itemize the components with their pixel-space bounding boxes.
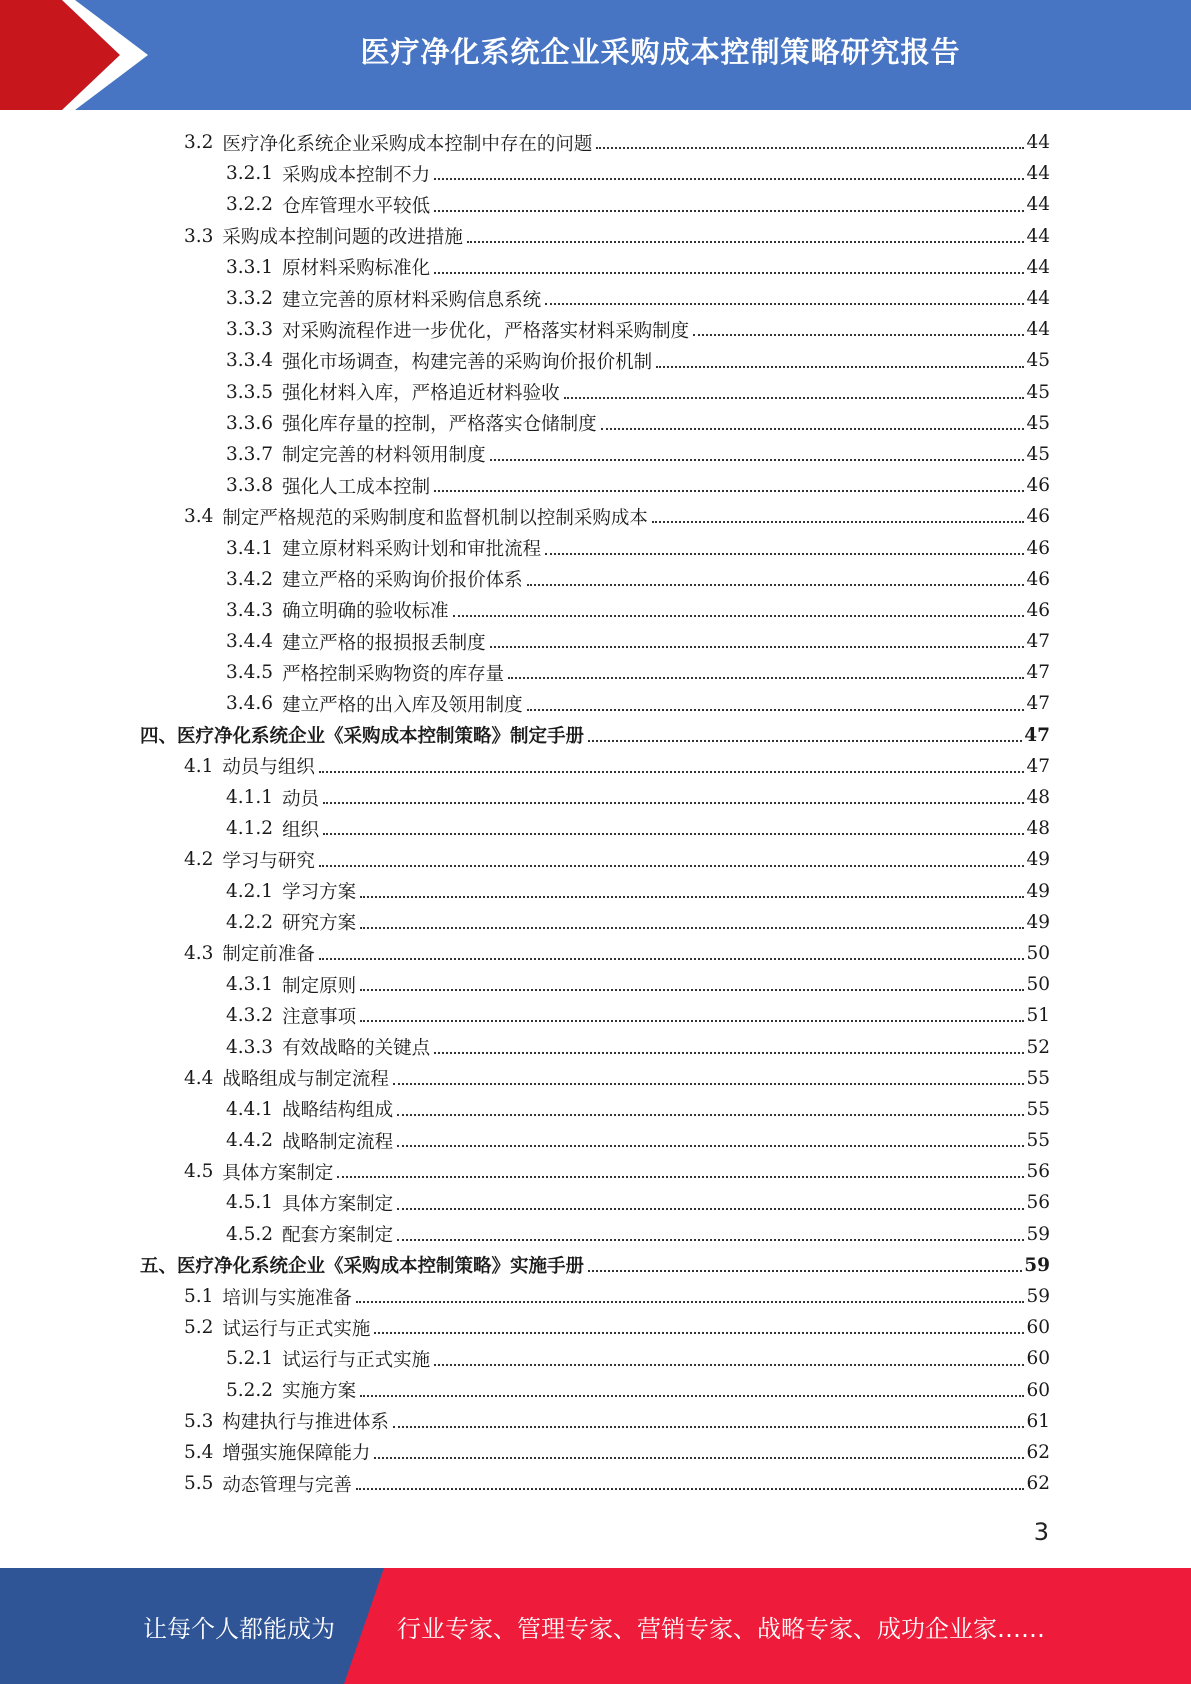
toc-dot-leader: [434, 177, 1024, 180]
toc-entry[interactable]: [140, 969, 1050, 1000]
toc-entry-title: 严格控制采购物资的库存量: [282, 663, 505, 685]
toc-dot-leader: [652, 520, 1025, 523]
toc-dot-leader: [360, 1394, 1024, 1397]
toc-entry[interactable]: [140, 1343, 1050, 1374]
toc-entry-number: 5.3: [184, 1410, 214, 1432]
toc-entry-number: 4.4.1: [226, 1098, 274, 1120]
toc-entry-number: 3.4.4: [226, 631, 274, 653]
toc-dot-leader: [397, 1207, 1024, 1210]
toc-entry-number: 4.5.1: [226, 1192, 274, 1214]
toc-entry[interactable]: [140, 1156, 1050, 1187]
toc-dot-leader: [319, 864, 1025, 867]
toc-entry-title: 对采购流程作进一步优化，严格落实材料采购制度: [282, 320, 690, 342]
toc-entry-page: 48: [1026, 818, 1050, 840]
toc-entry-title: 战略制定流程: [282, 1131, 394, 1153]
toc-entry-number: 3.4.3: [226, 599, 274, 621]
toc-entry[interactable]: [140, 377, 1050, 408]
toc-dot-leader: [360, 895, 1024, 898]
toc-entry-page: 44: [1026, 288, 1050, 310]
toc-entry-number: 3.4: [184, 506, 214, 528]
toc-entry-page: 55: [1026, 1130, 1050, 1152]
toc-entry-number: 4.5.2: [226, 1223, 274, 1245]
toc-entry[interactable]: [140, 657, 1050, 688]
toc-entry-number: 3.3.2: [226, 288, 274, 310]
toc-entry[interactable]: [140, 751, 1050, 782]
toc-entry[interactable]: [140, 1031, 1050, 1062]
toc-entry-title: 仓库管理水平较低: [282, 195, 431, 217]
toc-entry-title: 学习方案: [282, 882, 357, 904]
toc-entry[interactable]: [140, 221, 1050, 252]
toc-entry[interactable]: [140, 938, 1050, 969]
toc-entry-number: 3.2.2: [226, 194, 274, 216]
toc-dot-leader: [397, 1238, 1024, 1241]
toc-entry-page: 47: [1024, 724, 1050, 746]
toc-entry-title: 医疗净化系统企业采购成本控制中存在的问题: [222, 133, 593, 155]
toc-dot-leader: [545, 302, 1024, 305]
toc-entry-title: 增强实施保障能力: [222, 1443, 371, 1465]
toc-entry-page: 45: [1026, 412, 1050, 434]
toc-entry[interactable]: [140, 1281, 1050, 1312]
toc-entry-page: 49: [1026, 849, 1050, 871]
toc-entry[interactable]: [140, 189, 1050, 220]
toc-dot-leader: [564, 396, 1025, 399]
toc-entry-page: 60: [1026, 1348, 1050, 1370]
toc-entry-number: 4.1.2: [226, 818, 274, 840]
toc-entry-page: 45: [1026, 443, 1050, 465]
toc-entry-title: 五、医疗净化系统企业《采购成本控制策略》实施手册: [140, 1256, 585, 1278]
toc-entry[interactable]: [140, 907, 1050, 938]
toc-entry-title: 建立完善的原材料采购信息系统: [282, 289, 542, 311]
toc-entry-title: 研究方案: [282, 913, 357, 935]
toc-entry-page: 47: [1026, 693, 1050, 715]
toc-dot-leader: [434, 489, 1024, 492]
toc-dot-leader: [656, 365, 1024, 368]
toc-entry-number: 3.4.6: [226, 693, 274, 715]
toc-entry-page: 46: [1026, 537, 1050, 559]
toc-entry-number: 3.3: [184, 225, 214, 247]
toc-entry-number: 4.4: [184, 1067, 214, 1089]
toc-entry-page: 47: [1026, 631, 1050, 653]
toc-entry[interactable]: [140, 1063, 1050, 1094]
toc-entry-title: 配套方案制定: [282, 1225, 394, 1247]
toc-dot-leader: [434, 1051, 1024, 1054]
toc-entry-page: 46: [1026, 568, 1050, 590]
toc-entry-page: 45: [1026, 381, 1050, 403]
toc-entry[interactable]: [140, 252, 1050, 283]
toc-entry[interactable]: [140, 314, 1050, 345]
toc-entry[interactable]: [140, 470, 1050, 501]
toc-entry[interactable]: [140, 283, 1050, 314]
toc-entry-title: 制定原则: [282, 975, 357, 997]
toc-entry[interactable]: [140, 1094, 1050, 1125]
toc-entry-number: 4.3.3: [226, 1036, 274, 1058]
toc-entry-number: 4.2.2: [226, 911, 274, 933]
toc-entry-page: 55: [1026, 1067, 1050, 1089]
toc-dot-leader: [397, 1113, 1024, 1116]
toc-entry-page: 50: [1026, 942, 1050, 964]
toc-dot-leader: [337, 1175, 1024, 1178]
toc-entry-title: 动员: [282, 788, 320, 810]
toc-entry[interactable]: [140, 564, 1050, 595]
toc-dot-leader: [360, 1019, 1024, 1022]
toc-entry[interactable]: [140, 1375, 1050, 1406]
toc-dot-leader: [596, 146, 1024, 149]
toc-entry-title: 强化人工成本控制: [282, 476, 431, 498]
toc-entry-page: 47: [1026, 755, 1050, 777]
toc-entry-page: 44: [1026, 256, 1050, 278]
toc-dot-leader: [434, 271, 1024, 274]
toc-entry-page: 49: [1026, 911, 1050, 933]
toc-entry-page: 46: [1026, 475, 1050, 497]
toc-entry-title: 动态管理与完善: [222, 1474, 352, 1496]
toc-dot-leader: [393, 1082, 1025, 1085]
toc-entry-number: 3.3.6: [226, 412, 274, 434]
toc-entry-number: 3.3.5: [226, 381, 274, 403]
toc-entry-number: 4.4.2: [226, 1130, 274, 1152]
toc-entry-title: 四、医疗净化系统企业《采购成本控制策略》制定手册: [140, 726, 585, 748]
header-arrow-decoration: [0, 0, 150, 110]
toc-entry-page: 45: [1026, 350, 1050, 372]
toc-entry-page: 46: [1026, 506, 1050, 528]
toc-entry[interactable]: [140, 1406, 1050, 1437]
toc-entry-title: 具体方案制定: [222, 1162, 334, 1184]
toc-entry-title: 实施方案: [282, 1381, 357, 1403]
toc-dot-leader: [601, 427, 1025, 430]
toc-dot-leader: [356, 1487, 1025, 1490]
toc-dot-leader: [434, 209, 1024, 212]
toc-entry-number: 3.3.7: [226, 443, 274, 465]
toc-entry-number: 3.2.1: [226, 163, 274, 185]
toc-entry-page: 44: [1026, 319, 1050, 341]
toc-entry-page: 48: [1026, 787, 1050, 809]
toc-dot-leader: [360, 926, 1024, 929]
toc-entry-number: 4.3: [184, 942, 214, 964]
toc-dot-leader: [323, 801, 1024, 804]
toc-entry-number: 3.3.8: [226, 475, 274, 497]
toc-entry-page: 60: [1026, 1317, 1050, 1339]
page-number: 3: [1033, 1518, 1049, 1546]
toc-entry[interactable]: [140, 1437, 1050, 1468]
toc-dot-leader: [393, 1425, 1025, 1428]
toc-entry-number: 4.3.1: [226, 974, 274, 996]
toc-entry-page: 61: [1026, 1410, 1050, 1432]
toc-entry[interactable]: [140, 876, 1050, 907]
toc-entry-title: 战略组成与制定流程: [222, 1069, 389, 1091]
toc-entry-page: 56: [1026, 1192, 1050, 1214]
toc-entry-number: 3.4.2: [226, 568, 274, 590]
toc-entry-title: 确立明确的验收标准: [282, 601, 449, 623]
toc-entry[interactable]: [140, 501, 1050, 532]
toc-entry-title: 采购成本控制不力: [282, 164, 431, 186]
toc-entry[interactable]: [140, 345, 1050, 376]
toc-entry-page: 46: [1026, 599, 1050, 621]
toc-entry-page: 44: [1026, 225, 1050, 247]
toc-entry-title: 原材料采购标准化: [282, 258, 431, 280]
toc-entry-page: 62: [1026, 1473, 1050, 1495]
toc-entry-number: 3.3.3: [226, 319, 274, 341]
toc-entry-title: 制定前准备: [222, 944, 315, 966]
toc-entry-page: 59: [1024, 1254, 1050, 1276]
toc-entry-number: 4.5: [184, 1161, 214, 1183]
toc-entry[interactable]: [140, 1312, 1050, 1343]
toc-entry-title: 制定严格规范的采购制度和监督机制以控制采购成本: [222, 507, 648, 529]
toc-dot-leader: [374, 1331, 1024, 1334]
toc-entry-title: 建立原材料采购计划和审批流程: [282, 539, 542, 561]
toc-entry[interactable]: [140, 595, 1050, 626]
toc-dot-leader: [356, 1300, 1025, 1303]
toc-entry-page: 55: [1026, 1098, 1050, 1120]
toc-dot-leader: [545, 552, 1024, 555]
toc-entry-page: 62: [1026, 1441, 1050, 1463]
toc-entry-title: 有效战略的关键点: [282, 1038, 431, 1060]
toc-entry-number: 4.3.2: [226, 1005, 274, 1027]
toc-entry-title: 试运行与正式实施: [222, 1318, 371, 1340]
toc-entry-title: 构建执行与推进体系: [222, 1412, 389, 1434]
toc-entry-page: 52: [1026, 1036, 1050, 1058]
toc-entry[interactable]: [140, 1125, 1050, 1156]
toc-entry[interactable]: [140, 127, 1050, 158]
toc-entry[interactable]: [140, 688, 1050, 719]
page-footer: [0, 1568, 1191, 1684]
toc-entry-title: 强化材料入库，严格追近材料验收: [282, 383, 560, 405]
toc-entry-number: 5.1: [184, 1286, 214, 1308]
toc-dot-leader: [527, 708, 1025, 711]
toc-entry-number: 4.1: [184, 755, 214, 777]
toc-entry-number: 3.4.1: [226, 537, 274, 559]
toc-entry-page: 50: [1026, 974, 1050, 996]
toc-entry[interactable]: [140, 1000, 1050, 1031]
toc-dot-leader: [527, 583, 1025, 586]
toc-entry-number: 5.5: [184, 1473, 214, 1495]
toc-dot-leader: [490, 645, 1025, 648]
toc-entry-title: 建立严格的采购询价报价体系: [282, 570, 523, 592]
toc-entry[interactable]: [140, 813, 1050, 844]
toc-entry[interactable]: [140, 439, 1050, 470]
toc-entry-title: 组织: [282, 819, 320, 841]
toc-entry-page: 44: [1026, 132, 1050, 154]
toc-entry[interactable]: [140, 720, 1050, 751]
toc-entry-title: 培训与实施准备: [222, 1287, 352, 1309]
toc-entry[interactable]: [140, 1250, 1050, 1281]
table-of-contents: [140, 127, 1050, 1499]
toc-entry[interactable]: [140, 1219, 1050, 1250]
toc-entry[interactable]: [140, 532, 1050, 563]
toc-entry-page: 47: [1026, 662, 1050, 684]
toc-entry-number: 3.3.1: [226, 256, 274, 278]
toc-entry-number: 3.3.4: [226, 350, 274, 372]
toc-entry-page: 44: [1026, 163, 1050, 185]
toc-entry-title: 制定完善的材料领用制度: [282, 445, 486, 467]
toc-dot-leader: [374, 1456, 1024, 1459]
toc-dot-leader: [467, 240, 1025, 243]
toc-entry-number: 4.2: [184, 849, 214, 871]
toc-dot-leader: [323, 832, 1024, 835]
toc-entry-title: 强化市场调查，构建完善的采购询价报价机制: [282, 351, 653, 373]
toc-dot-leader: [434, 1363, 1024, 1366]
toc-entry[interactable]: [140, 1187, 1050, 1218]
toc-dot-leader: [693, 333, 1024, 336]
toc-entry-title: 建立严格的出入库及领用制度: [282, 694, 523, 716]
toc-entry-number: 5.2: [184, 1317, 214, 1339]
footer-slogan-left: 让每个人都能成为: [143, 1614, 335, 1643]
toc-entry-title: 具体方案制定: [282, 1193, 394, 1215]
toc-entry-page: 59: [1026, 1223, 1050, 1245]
toc-entry-title: 试运行与正式实施: [282, 1349, 431, 1371]
toc-entry-page: 51: [1026, 1005, 1050, 1027]
toc-dot-leader: [588, 739, 1022, 742]
toc-entry-title: 动员与组织: [222, 757, 315, 779]
toc-entry-title: 注意事项: [282, 1006, 357, 1028]
toc-entry-page: 49: [1026, 880, 1050, 902]
toc-dot-leader: [319, 957, 1025, 960]
toc-entry-page: 60: [1026, 1379, 1050, 1401]
toc-entry[interactable]: [140, 158, 1050, 189]
toc-entry-number: 4.1.1: [226, 787, 274, 809]
toc-entry-title: 建立严格的报损报丢制度: [282, 632, 486, 654]
toc-entry-title: 学习与研究: [222, 850, 315, 872]
page-header: [0, 0, 1191, 110]
toc-entry-number: 3.4.5: [226, 662, 274, 684]
toc-entry[interactable]: [140, 844, 1050, 875]
toc-entry-page: 44: [1026, 194, 1050, 216]
toc-dot-leader: [588, 1269, 1022, 1272]
footer-slogan-right: 行业专家、管理专家、营销专家、战略专家、成功企业家……: [397, 1614, 1045, 1643]
toc-entry-number: 5.2.1: [226, 1348, 274, 1370]
toc-entry-page: 59: [1026, 1286, 1050, 1308]
toc-entry-number: 4.2.1: [226, 880, 274, 902]
toc-entry-number: 5.4: [184, 1441, 214, 1463]
toc-dot-leader: [490, 458, 1025, 461]
report-title: 医疗净化系统企业采购成本控制策略研究报告: [360, 34, 961, 69]
toc-entry[interactable]: [140, 408, 1050, 439]
toc-entry[interactable]: [140, 1468, 1050, 1499]
toc-dot-leader: [397, 1144, 1024, 1147]
toc-entry-title: 采购成本控制问题的改进措施: [222, 227, 463, 249]
toc-entry-title: 强化库存量的控制，严格落实仓储制度: [282, 414, 597, 436]
toc-dot-leader: [360, 988, 1024, 991]
toc-dot-leader: [319, 770, 1025, 773]
toc-entry-title: 战略结构组成: [282, 1100, 394, 1122]
toc-dot-leader: [453, 614, 1025, 617]
toc-entry-number: 3.2: [184, 132, 214, 154]
toc-entry-page: 56: [1026, 1161, 1050, 1183]
toc-entry-number: 5.2.2: [226, 1379, 274, 1401]
toc-entry[interactable]: [140, 782, 1050, 813]
toc-entry[interactable]: [140, 626, 1050, 657]
toc-dot-leader: [508, 676, 1024, 679]
